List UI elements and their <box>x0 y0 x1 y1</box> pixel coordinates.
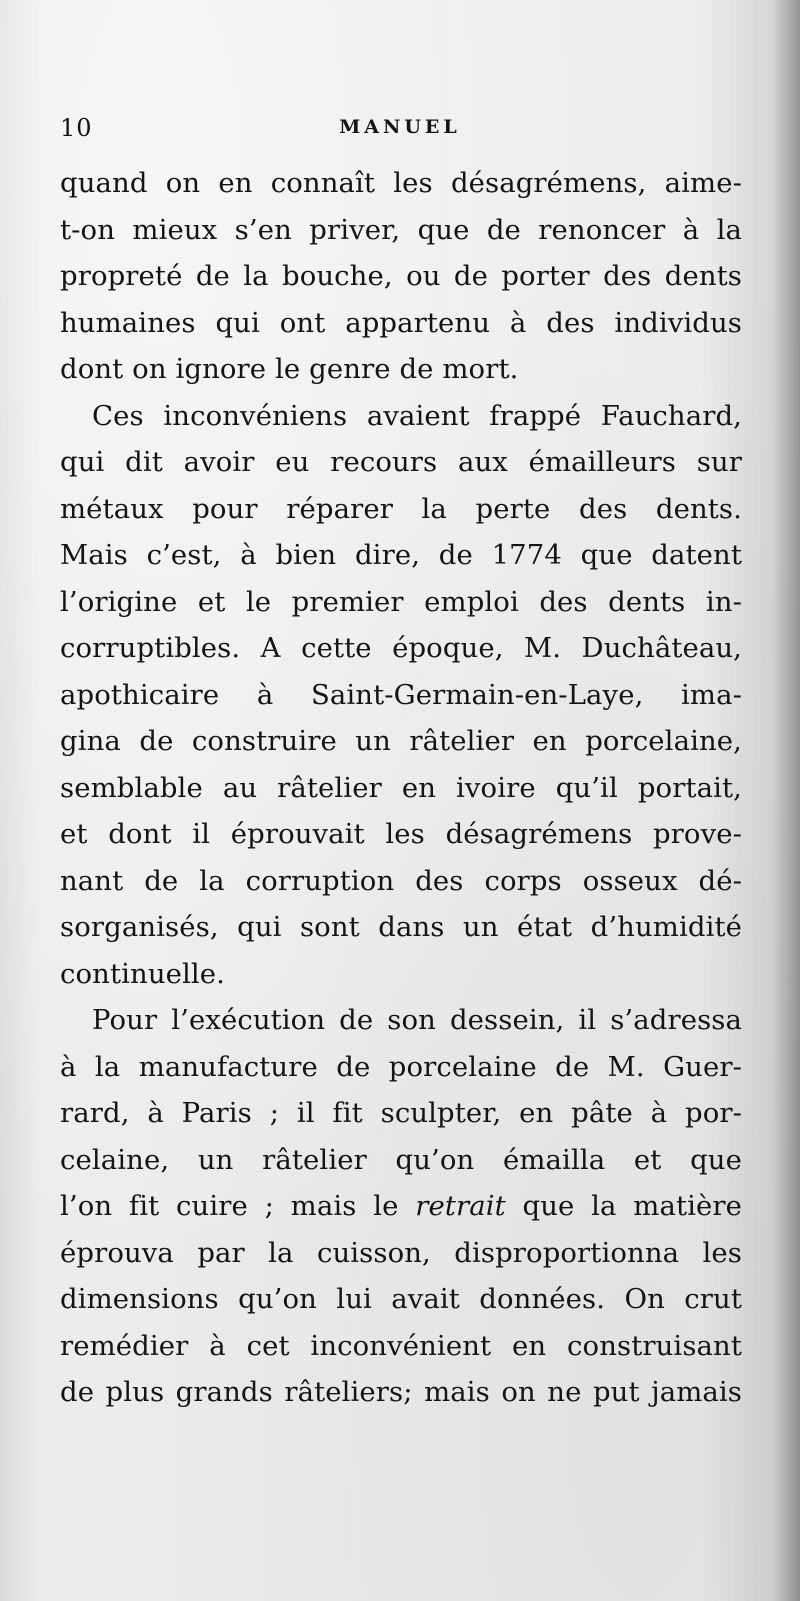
text-line: de plus grands râteliers; mais on ne put jamais <box>60 1376 742 1408</box>
text-line: apothicaire à Saint-Germain-en-Laye, ima- <box>60 678 742 711</box>
text-line: Ces inconvéniens avaient frappé Fauchard, <box>92 399 742 432</box>
text-line: métaux pour réparer la perte des dents. <box>60 492 742 525</box>
text-line: celaine, un râtelier qu’on émailla et que <box>60 1143 742 1176</box>
text-line: qui dit avoir eu recours aux émailleurs sur <box>60 446 742 478</box>
text-line: t-on mieux s’en priver, que de renoncer à la <box>60 213 742 246</box>
body-text <box>60 160 742 1416</box>
text-line: remédier à cet inconvénient en construisant <box>60 1329 742 1362</box>
italic-word: retrait <box>415 1190 506 1222</box>
text-line-with-italic <box>60 1183 742 1230</box>
text-line: l’origine et le premier emploi des dents in- <box>60 585 742 618</box>
text-line: gina de construire un râtelier en porcelaine, <box>60 725 742 757</box>
text-line: dont on ignore le genre de mort. <box>60 353 519 385</box>
running-title: MANUEL <box>339 116 461 138</box>
text-line: rard, à Paris ; il fit sculpter, en pâte à por- <box>60 1097 742 1129</box>
page-header <box>60 114 740 144</box>
text-line: et dont il éprouvait les désagrémens prove- <box>60 818 742 850</box>
text-line: sorganisés, qui sont dans un état d’humidité <box>60 911 742 943</box>
text-line: corruptibles. A cette époque, M. Duchâteau, <box>60 632 742 664</box>
text-line: continuelle. <box>60 957 226 990</box>
text-line: humaines qui ont appartenu à des individus <box>60 306 742 339</box>
text-segment: l’on fit cuire ; mais le <box>60 1190 399 1222</box>
page-edge-shadow <box>772 0 800 1601</box>
text-line: nant de la corruption des corps osseux dé- <box>60 864 742 897</box>
text-segment: que la matière <box>522 1190 743 1222</box>
text-line: dimensions qu’on lui avait données. On crut <box>60 1283 742 1315</box>
text-line: quand on en connaît les désagrémens, aime- <box>60 167 742 199</box>
text-line: Mais c’est, à bien dire, de 1774 que datent <box>60 539 742 571</box>
text-line: semblable au râtelier en ivoire qu’il portait, <box>60 771 742 804</box>
text-line: éprouva par la cuisson, disproportionna les <box>60 1236 742 1269</box>
text-line: propreté de la bouche, ou de porter des dents <box>60 260 742 292</box>
page-number: 10 <box>60 114 93 142</box>
text-line: Pour l’exécution de son dessein, il s’adressa <box>92 1004 742 1036</box>
text-line: à la manufacture de porcelaine de M. Guer- <box>60 1050 742 1083</box>
